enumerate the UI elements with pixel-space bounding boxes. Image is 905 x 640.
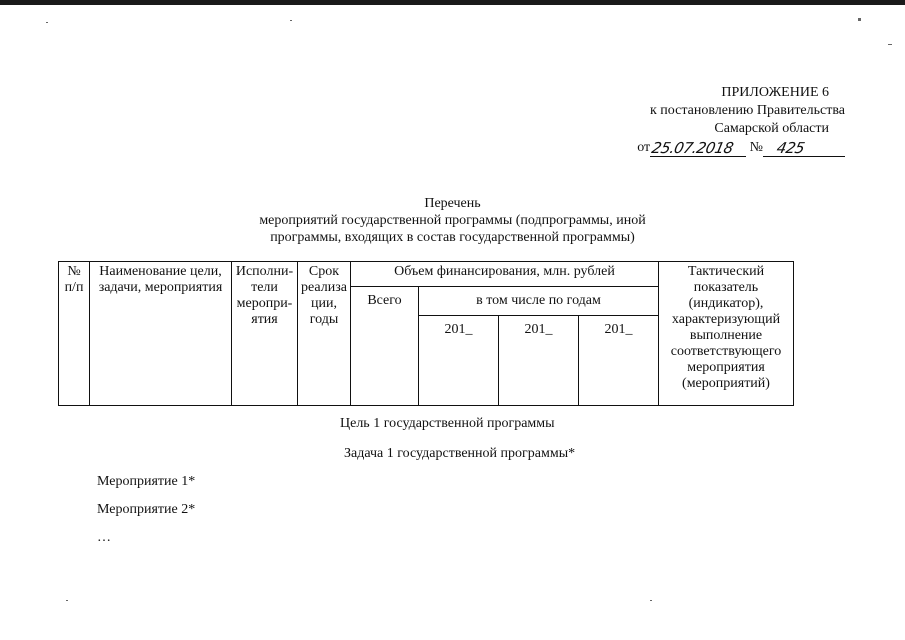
date-field <box>650 140 746 157</box>
task-line: Задача 1 государственной программы* <box>344 446 576 461</box>
col-header-name: Наименование цели, задачи, мероприятия <box>90 262 232 406</box>
col-header-by-years: в том числе по годам <box>419 287 659 316</box>
col-header-executors: Исполни- тели меропри- ятия <box>232 262 298 406</box>
appendix-title: ПРИЛОЖЕНИЕ 6 <box>721 85 829 100</box>
date-handwritten: 25.07.2018 <box>650 139 735 157</box>
col-header-total: Всего <box>351 287 419 406</box>
goal-line: Цель 1 государственной программы <box>340 416 555 431</box>
number-field <box>763 140 845 157</box>
document-heading <box>200 195 705 246</box>
appendix-block <box>585 84 845 157</box>
heading-line-2: мероприятий государственной программы (подпрограммы, иной <box>259 213 646 228</box>
scan-speck <box>66 600 68 601</box>
appendix-line-2: к постановлению Правительства <box>649 103 845 118</box>
col-header-number: № п/п <box>59 262 90 406</box>
appendix-line-3: Самарской области <box>714 121 829 136</box>
scan-speck <box>888 44 892 45</box>
scan-top-edge <box>0 0 905 5</box>
col-header-year-1: 201_ <box>419 316 499 406</box>
scan-speck <box>858 18 861 21</box>
measure-1: Мероприятие 1* <box>97 474 196 489</box>
heading-line-3: программы, входящих в состав государственной программы) <box>270 230 635 245</box>
measures-table <box>58 261 794 406</box>
scan-speck <box>650 600 652 601</box>
measure-2: Мероприятие 2* <box>97 502 196 517</box>
date-number-line <box>637 139 845 157</box>
date-prefix: от <box>637 140 651 155</box>
number-prefix: № <box>749 140 763 155</box>
col-header-funding: Объем финансирования, млн. рублей <box>351 262 659 287</box>
col-header-tactical: Тактический показатель (индикатор), характеризующий выполнение соответствующего мероприятия (мероприятий) <box>659 262 794 406</box>
heading-line-1: Перечень <box>424 196 481 211</box>
ellipsis: … <box>97 530 111 545</box>
col-header-term: Срок реализа ции, годы <box>298 262 351 406</box>
col-header-year-3: 201_ <box>579 316 659 406</box>
scan-speck <box>46 22 48 23</box>
number-handwritten: 425 <box>775 139 807 157</box>
col-header-year-2: 201_ <box>499 316 579 406</box>
scan-speck <box>290 20 292 21</box>
